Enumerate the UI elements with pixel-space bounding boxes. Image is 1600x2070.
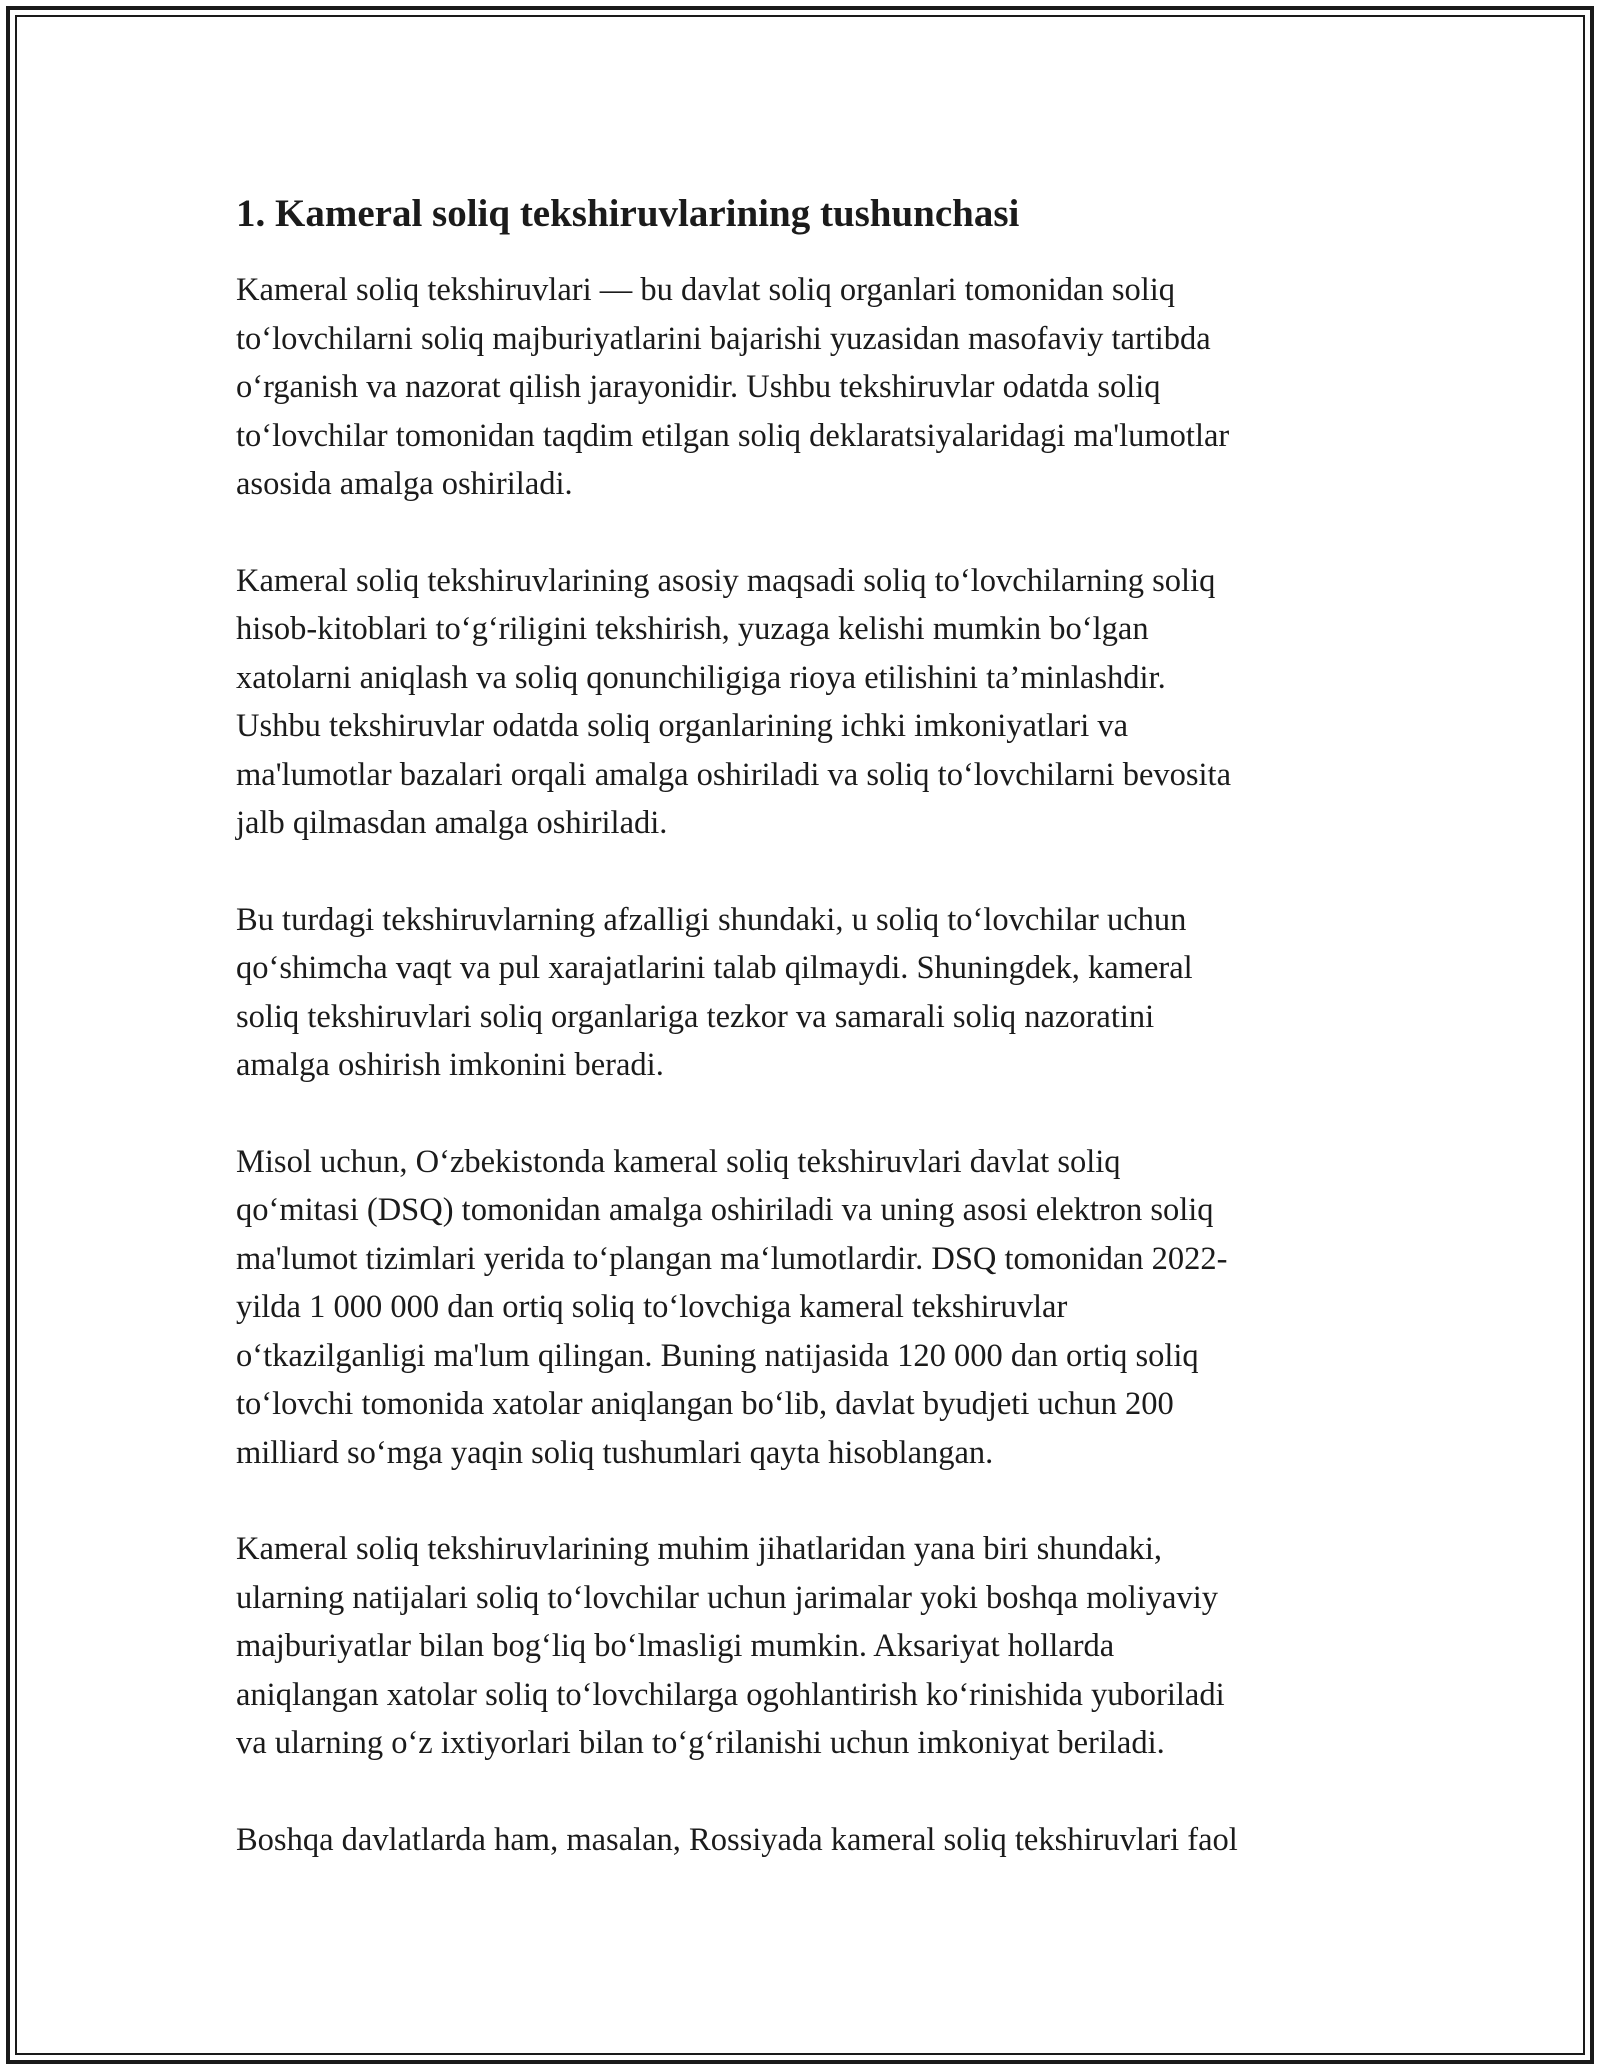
- text-line: amalga oshirish imkonini beradi.: [236, 1047, 664, 1083]
- text-line: xatolarni aniqlash va soliq qonunchiligiga rioya etilishini ta’minlashdir.: [236, 659, 1166, 696]
- text-line: Kameral soliq tekshiruvlarining asosiy maqsadi soliq to‘lovchilarning soliq: [236, 562, 1216, 599]
- text-line: hisob-kitoblari to‘g‘riligini tekshirish, yuzaga kelishi mumkin bo‘lgan: [236, 611, 1149, 647]
- text-line: to‘lovchi tomonida xatolar aniqlangan bo‘lib, davlat byudjeti uchun 200: [236, 1386, 1174, 1422]
- text-line: Boshqa davlatlarda ham, masalan, Rossiyada kameral soliq tekshiruvlari faol: [236, 1821, 1238, 1858]
- text-line: asosida amalga oshiriladi.: [236, 466, 573, 502]
- text-line: jalb qilmasdan amalga oshiriladi.: [236, 805, 668, 841]
- text-line: ma'lumot tizimlari yerida to‘plangan ma‘lumotlardir. DSQ tomonidan 2022-: [236, 1240, 1228, 1277]
- paragraph-definition: [236, 266, 1386, 509]
- section-heading: 1. Kameral soliq tekshiruvlarining tushunchasi: [236, 192, 1020, 235]
- text-line: qo‘mitasi (DSQ) tomonidan amalga oshiriladi va uning asosi elektron soliq: [236, 1192, 1214, 1228]
- paragraph-purpose: [236, 557, 1386, 848]
- text-line: to‘lovchilarni soliq majburiyatlarini bajarishi yuzasidan masofaviy tartibda: [236, 320, 1211, 357]
- document-body: [236, 186, 1386, 1864]
- text-line: milliard so‘mga yaqin soliq tushumlari qayta hisoblangan.: [236, 1434, 994, 1471]
- paragraph-advantages: [236, 896, 1386, 1090]
- text-line: Kameral soliq tekshiruvlari — bu davlat soliq organlari tomonidan soliq: [236, 272, 1176, 308]
- text-line: Ushbu tekshiruvlar odatda soliq organlarining ichki imkoniyatlari va: [236, 708, 1129, 744]
- text-line: majburiyatlar bilan bog‘liq bo‘lmasligi mumkin. Aksariyat hollarda: [236, 1628, 1115, 1664]
- text-line: ma'lumotlar bazalari orqali amalga oshiriladi va soliq to‘lovchilarni bevosita: [236, 756, 1231, 793]
- text-line: o‘tkazilganligi ma'lum qilingan. Buning natijasida 120 000 dan ortiq soliq: [236, 1337, 1199, 1374]
- text-line: Misol uchun, O‘zbekistonda kameral soliq tekshiruvlari davlat soliq: [236, 1143, 1121, 1180]
- text-line: soliq tekshiruvlari soliq organlariga tezkor va samarali soliq nazoratini: [236, 998, 1155, 1035]
- text-line: to‘lovchilar tomonidan taqdim etilgan soliq deklaratsiyalaridagi ma'lumotlar: [236, 417, 1230, 454]
- text-line: Kameral soliq tekshiruvlarining muhim jihatlaridan yana biri shundaki,: [236, 1531, 1163, 1567]
- text-line: Bu turdagi tekshiruvlarning afzalligi shundaki, u soliq to‘lovchilar uchun: [236, 901, 1187, 938]
- text-line: va ularning o‘z ixtiyorlari bilan to‘g‘rilanishi uchun imkoniyat beriladi.: [236, 1725, 1165, 1761]
- paragraph-features: [236, 1525, 1386, 1768]
- text-line: ularning natijalari soliq to‘lovchilar uchun jarimalar yoki boshqa moliyaviy: [236, 1579, 1218, 1616]
- text-line: o‘rganish va nazorat qilish jarayonidir. Ushbu tekshiruvlar odatda soliq: [236, 369, 1161, 405]
- text-line: aniqlangan xatolar soliq to‘lovchilarga ogohlantirish ko‘rinishida yuboriladi: [236, 1676, 1225, 1713]
- paragraph-example: [236, 1138, 1386, 1478]
- text-line: qo‘shimcha vaqt va pul xarajatlarini talab qilmaydi. Shuningdek, kameral: [236, 950, 1193, 986]
- paragraph-other-countries: [236, 1816, 1386, 1865]
- text-line: yilda 1 000 000 dan ortiq soliq to‘lovchiga kameral tekshiruvlar: [236, 1289, 1068, 1325]
